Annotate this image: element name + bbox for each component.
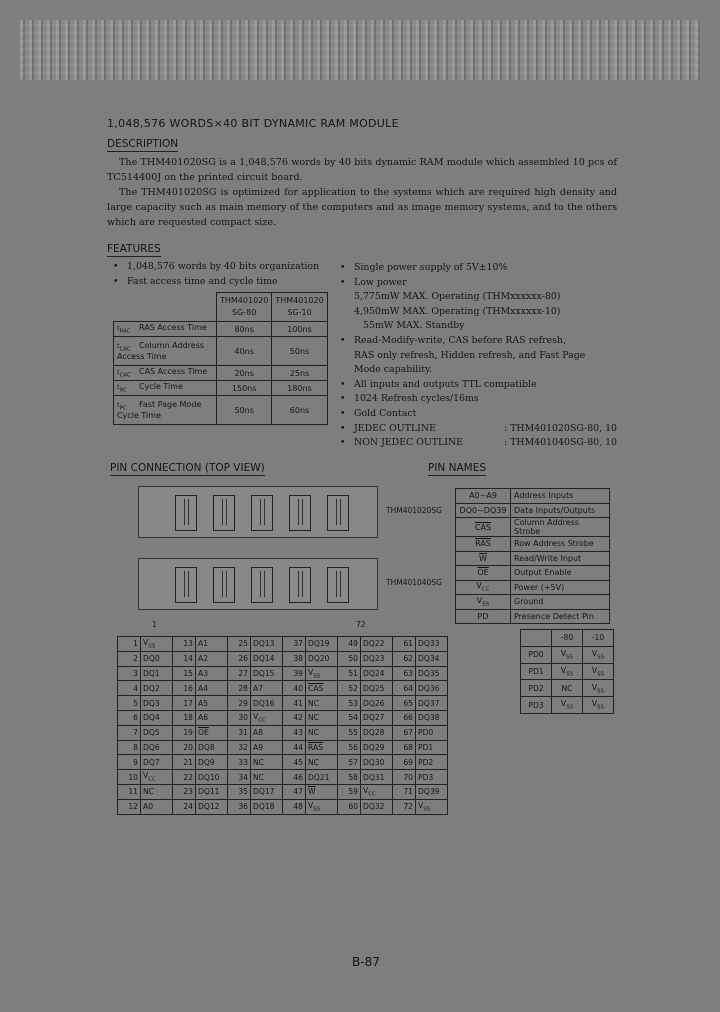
- pin-name-row: A0~A9 Address Inputs: [456, 489, 610, 504]
- pin-signal: DQ9: [196, 755, 228, 770]
- pin-signal: NC: [306, 710, 338, 725]
- pin-signal: DQ20: [306, 651, 338, 666]
- pin-signal: PD2: [416, 755, 448, 770]
- pin-signal: DQ10: [196, 770, 228, 785]
- pin-signal: DQ14: [251, 651, 283, 666]
- pin-number: 67: [393, 725, 416, 740]
- pin-name-symbol: $\overline{CAS}$: [456, 518, 511, 537]
- pin-number: 31: [228, 725, 251, 740]
- pin-signal: DQ2: [141, 681, 173, 696]
- pin-signal: PD3: [416, 770, 448, 785]
- nonjedec-part: : THM401040SG-80, 10: [504, 437, 618, 448]
- pin-number: 68: [393, 740, 416, 755]
- module-label-2: THM401040SG: [386, 578, 442, 587]
- pin-number: 38: [283, 651, 306, 666]
- pin-signal: A8: [251, 725, 283, 740]
- pin-number: 54: [338, 710, 361, 725]
- pin-number: 42: [283, 710, 306, 725]
- pin-row: [118, 696, 448, 711]
- pin-row: [118, 710, 448, 725]
- pd-row: PD3 $V_{SS}$ $V_{SS}$: [521, 697, 614, 714]
- pin-connection-heading: PIN CONNECTION (TOP VIEW): [110, 462, 265, 474]
- pin-signal: DQ15: [251, 666, 283, 681]
- access-col-2-header: THM401020 SG-10: [272, 293, 327, 322]
- pin-number: 41: [283, 696, 306, 711]
- access-time-table: [113, 292, 328, 425]
- pin-number: 53: [338, 696, 361, 711]
- description-body: [107, 155, 617, 230]
- pin-number: 64: [393, 681, 416, 696]
- pin-name-symbol: DQ0~DQ39: [456, 503, 511, 518]
- module-thm401040-diagram: [138, 558, 378, 610]
- pin-row: [118, 651, 448, 666]
- pin-signal: DQ29: [361, 740, 393, 755]
- pin-signal: DQ35: [416, 666, 448, 681]
- pin-number: 4: [118, 681, 141, 696]
- pin-label-first: 1: [152, 620, 157, 629]
- pin-signal: A6: [196, 710, 228, 725]
- feature-item: • All inputs and outputs TTL compatible: [340, 378, 537, 390]
- jedec-part: : THM401020SG-80, 10: [504, 423, 618, 434]
- pin-number: 49: [338, 637, 361, 652]
- pin-row: [118, 784, 448, 799]
- pin-number: 51: [338, 666, 361, 681]
- pin-number: 65: [393, 696, 416, 711]
- pin-signal: DQ36: [416, 681, 448, 696]
- pin-row: [118, 755, 448, 770]
- pin-number: 2: [118, 651, 141, 666]
- pin-number: 40: [283, 681, 306, 696]
- pin-name-row: $\overline{W}$ Read/Write Input: [456, 551, 610, 566]
- pin-number: 23: [173, 784, 196, 799]
- pin-signal: DQ6: [141, 740, 173, 755]
- pin-number: 12: [118, 799, 141, 814]
- pin-signal: DQ27: [361, 710, 393, 725]
- pin-number: 22: [173, 770, 196, 785]
- pin-number: 69: [393, 755, 416, 770]
- module-label-1: THM401020SG: [386, 506, 442, 515]
- pin-number: 29: [228, 696, 251, 711]
- pin-signal: PD0: [416, 725, 448, 740]
- pin-number: 50: [338, 651, 361, 666]
- pin-signal: NC: [141, 784, 173, 799]
- pin-name-row: PD Presence Detect Pin: [456, 609, 610, 624]
- pin-number: 66: [393, 710, 416, 725]
- access-row: $t_{CAC}$ CAS Access Time 20ns 25ns: [114, 366, 328, 381]
- pin-number: 15: [173, 666, 196, 681]
- pin-number: 13: [173, 637, 196, 652]
- pin-signal: DQ39: [416, 784, 448, 799]
- pin-number: 18: [173, 710, 196, 725]
- pin-signal: A5: [196, 696, 228, 711]
- pin-name-symbol: $\overline{W}$: [456, 551, 511, 566]
- pin-signal: DQ8: [196, 740, 228, 755]
- pin-number: 60: [338, 799, 361, 814]
- page-title: 1,048,576 WORDS×40 BIT DYNAMIC RAM MODULE: [107, 117, 399, 130]
- pin-number: 43: [283, 725, 306, 740]
- pin-signal: A3: [196, 666, 228, 681]
- access-row: $t_{RAC}$ RAS Access Time 80ns 100ns: [114, 322, 328, 337]
- pd-row: PD0 $V_{SS}$ $V_{SS}$: [521, 646, 614, 663]
- pin-signal: DQ23: [361, 651, 393, 666]
- pin-signal: DQ16: [251, 696, 283, 711]
- access-col-1-header: THM401020 SG-80: [217, 293, 272, 322]
- pin-row: [118, 681, 448, 696]
- pin-number: 30: [228, 710, 251, 725]
- pin-signal: DQ13: [251, 637, 283, 652]
- pin-name-symbol: $\overline{RAS}$: [456, 537, 511, 552]
- pin-signal: A1: [196, 637, 228, 652]
- pin-number: 21: [173, 755, 196, 770]
- pin-signal: A4: [196, 681, 228, 696]
- access-row: $t_{CAC}$ Column Address Access Time 40ns 50ns: [114, 337, 328, 366]
- pin-number: 19: [173, 725, 196, 740]
- pin-signal: DQ22: [361, 637, 393, 652]
- pin-signal: DQ17: [251, 784, 283, 799]
- pin-number: 8: [118, 740, 141, 755]
- pin-number: 25: [228, 637, 251, 652]
- pin-number: 47: [283, 784, 306, 799]
- pin-name-row: $V_{SS}$ Ground: [456, 595, 610, 610]
- pin-number: 48: [283, 799, 306, 814]
- pin-signal: A7: [251, 681, 283, 696]
- pin-signal: DQ1: [141, 666, 173, 681]
- pin-number: 17: [173, 696, 196, 711]
- pin-names-table: [455, 488, 610, 624]
- pin-number: 16: [173, 681, 196, 696]
- pin-name-row: DQ0~DQ39 Data Inputs/Outputs: [456, 503, 610, 518]
- pin-names-heading: PIN NAMES: [428, 462, 487, 474]
- feature-item: • NON JEDEC OUTLINE: [340, 437, 464, 449]
- pin-name-symbol: $V_{CC}$: [456, 580, 511, 595]
- feature-item: • Low power: [340, 276, 407, 288]
- pin-signal: $\overline{W}$: [306, 784, 338, 799]
- pin-number: 14: [173, 651, 196, 666]
- description-paragraph-2: The THM401020SG is optimized for application to the systems which are required high density and large capacity such as main memory of the computers and as image memory systems, and to the others which are requested compact size.: [107, 187, 617, 228]
- pin-number: 71: [393, 784, 416, 799]
- pin-row: [118, 666, 448, 681]
- pin-number: 28: [228, 681, 251, 696]
- pin-number: 52: [338, 681, 361, 696]
- feature-item: Mode capability.: [354, 364, 432, 376]
- pin-row: [118, 740, 448, 755]
- pin-name-symbol: $V_{SS}$: [456, 595, 511, 610]
- pin-name-row: $V_{CC}$ Power (+5V): [456, 580, 610, 595]
- pin-number: 1: [118, 637, 141, 652]
- pin-number: 61: [393, 637, 416, 652]
- pin-number: 36: [228, 799, 251, 814]
- feature-item: 55mW MAX. Standby: [354, 320, 465, 332]
- pin-signal: DQ25: [361, 681, 393, 696]
- feature-item: • Single power supply of 5V±10%: [340, 262, 508, 273]
- pin-number: 72: [393, 799, 416, 814]
- feature-item: 5,775mW MAX. Operating (THMxxxxxx-80): [354, 291, 561, 303]
- pin-signal: A9: [251, 740, 283, 755]
- pin-signal: $V_{CC}$: [251, 710, 283, 725]
- pin-signal: DQ0: [141, 651, 173, 666]
- pin-name-symbol: PD: [456, 609, 511, 624]
- pin-number: 33: [228, 755, 251, 770]
- feature-item: RAS only refresh, Hidden refresh, and Fast Page: [354, 349, 586, 361]
- feature-item: • Read-Modify-write, CAS before RAS refresh,: [340, 334, 566, 346]
- pin-number: 57: [338, 755, 361, 770]
- features-heading: FEATURES: [107, 243, 161, 255]
- pin-number: 37: [283, 637, 306, 652]
- pin-signal: DQ32: [361, 799, 393, 814]
- description-paragraph-1: The THM401020SG is a 1,048,576 words by 40 bits dynamic RAM module which assembled 10 pcs of TC514400J on the printed circuit board.: [107, 157, 617, 183]
- feature-item: 4,950mW MAX. Operating (THMxxxxxx-10): [354, 305, 561, 317]
- pin-number: 6: [118, 710, 141, 725]
- pin-signal: DQ3: [141, 696, 173, 711]
- pin-signal: DQ5: [141, 725, 173, 740]
- pin-signal: $V_{SS}$: [416, 799, 448, 814]
- pin-name-row: $\overline{RAS}$ Row Address Strobe: [456, 537, 610, 552]
- pin-signal: DQ33: [416, 637, 448, 652]
- access-row: $t_{PC}$ Fast Page Mode Cycle Time 50ns 60ns: [114, 396, 328, 425]
- pd-row: PD2 NC $V_{SS}$: [521, 680, 614, 697]
- pin-number: 46: [283, 770, 306, 785]
- pin-label-last: 72: [356, 620, 366, 629]
- pin-signal: DQ24: [361, 666, 393, 681]
- page-number: B-87: [352, 955, 380, 969]
- pin-number: 55: [338, 725, 361, 740]
- pin-signal: DQ26: [361, 696, 393, 711]
- pin-signal: PD1: [416, 740, 448, 755]
- pin-number: 45: [283, 755, 306, 770]
- pin-signal: $\overline{OE}$: [196, 725, 228, 740]
- module-thm401020-diagram: [138, 486, 378, 538]
- pin-signal: DQ11: [196, 784, 228, 799]
- pin-number: 11: [118, 784, 141, 799]
- pin-signal: NC: [306, 696, 338, 711]
- pin-signal: NC: [306, 755, 338, 770]
- pin-name-row: $\overline{OE}$ Output Enable: [456, 566, 610, 581]
- pin-signal: DQ21: [306, 770, 338, 785]
- pin-signal: DQ12: [196, 799, 228, 814]
- pin-signal: $\overline{RAS}$: [306, 740, 338, 755]
- pin-signal: A2: [196, 651, 228, 666]
- features-left-list: [113, 260, 343, 289]
- pin-number: 24: [173, 799, 196, 814]
- header-banner: [20, 20, 700, 80]
- description-heading: DESCRIPTION: [107, 138, 179, 150]
- pin-number: 3: [118, 666, 141, 681]
- presence-detect-table: [520, 629, 614, 714]
- pd-row: PD1 $V_{SS}$ $V_{SS}$: [521, 663, 614, 680]
- pin-signal: A0: [141, 799, 173, 814]
- pin-number: 70: [393, 770, 416, 785]
- pin-row: [118, 770, 448, 785]
- pin-number: 56: [338, 740, 361, 755]
- pin-signal: DQ19: [306, 637, 338, 652]
- pin-number: 59: [338, 784, 361, 799]
- pin-signal: NC: [306, 725, 338, 740]
- pin-number: 34: [228, 770, 251, 785]
- pin-name-symbol: $\overline{OE}$: [456, 566, 511, 581]
- pin-number: 58: [338, 770, 361, 785]
- pd-header-row: -80 -10: [521, 630, 614, 647]
- pin-signal: DQ7: [141, 755, 173, 770]
- pin-number: 9: [118, 755, 141, 770]
- pin-signal: DQ30: [361, 755, 393, 770]
- pin-signal: DQ34: [416, 651, 448, 666]
- pin-signal: DQ37: [416, 696, 448, 711]
- pin-number: 10: [118, 770, 141, 785]
- pin-number: 39: [283, 666, 306, 681]
- feature-item: • 1024 Refresh cycles/16ms: [340, 393, 479, 405]
- pin-signal: DQ28: [361, 725, 393, 740]
- pin-row: [118, 725, 448, 740]
- pin-number: 26: [228, 651, 251, 666]
- pin-signal: DQ31: [361, 770, 393, 785]
- pin-number: 32: [228, 740, 251, 755]
- pin-number: 35: [228, 784, 251, 799]
- pin-signal: DQ18: [251, 799, 283, 814]
- pin-signal: $V_{SS}$: [306, 799, 338, 814]
- feature-item: • Fast access time and cycle time: [113, 275, 278, 287]
- pin-signal: DQ4: [141, 710, 173, 725]
- pin-number: 5: [118, 696, 141, 711]
- pin-number: 44: [283, 740, 306, 755]
- pin-signal: $\overline{CAS}$: [306, 681, 338, 696]
- pin-signal: $V_{SS}$: [141, 637, 173, 652]
- pin-number: 62: [393, 651, 416, 666]
- pin-signal: $V_{CC}$: [141, 770, 173, 785]
- pin-number: 27: [228, 666, 251, 681]
- pin-name-row: $\overline{CAS}$ Column Address Strobe: [456, 518, 610, 537]
- pin-number: 7: [118, 725, 141, 740]
- pin-name-symbol: A0~A9: [456, 489, 511, 504]
- feature-item: • 1,048,576 words by 40 bits organization: [113, 261, 320, 272]
- pin-signal: DQ38: [416, 710, 448, 725]
- pin-number: 20: [173, 740, 196, 755]
- feature-item: • Gold Contact: [340, 407, 417, 419]
- pin-signal: NC: [251, 770, 283, 785]
- pin-row: [118, 637, 448, 652]
- pin-signal: $V_{CC}$: [361, 784, 393, 799]
- pin-signal: NC: [251, 755, 283, 770]
- pin-signal: $V_{SS}$: [306, 666, 338, 681]
- pin-number: 63: [393, 666, 416, 681]
- pin-row: [118, 799, 448, 814]
- access-row: $t_{RC}$ Cycle Time 150ns 180ns: [114, 381, 328, 396]
- feature-item: • JEDEC OUTLINE: [340, 422, 436, 434]
- pin-connection-table: [117, 636, 448, 815]
